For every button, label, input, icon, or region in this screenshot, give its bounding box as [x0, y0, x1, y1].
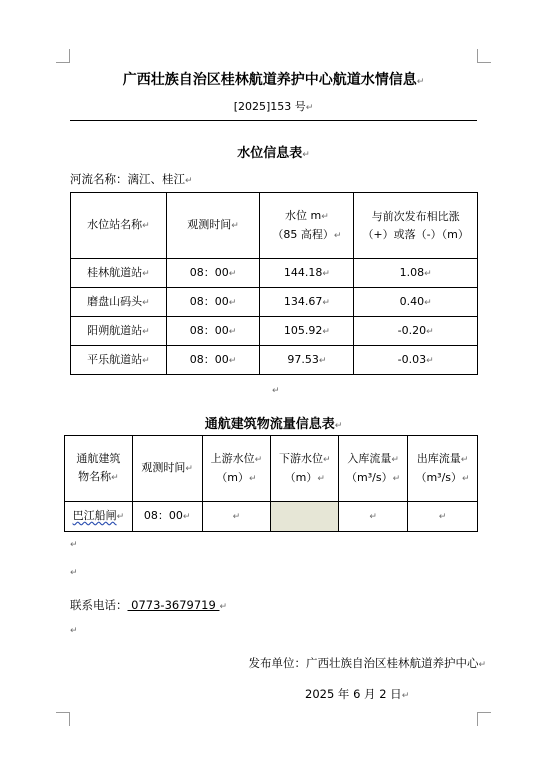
downstream-cell	[271, 502, 339, 532]
station-cell: 磨盘山码头↵	[71, 288, 167, 317]
change-cell: 1.08↵	[354, 259, 478, 288]
flow-table	[64, 435, 478, 532]
time-cell: 08：00↵	[166, 346, 260, 375]
change-cell: -0.03↵	[354, 346, 478, 375]
header-time: 观测时间↵	[166, 193, 260, 259]
header-inflow: 入库流量↵ （m³/s）↵	[339, 436, 408, 502]
station-cell: 桂林航道站↵	[71, 259, 167, 288]
header-station: 水位站名称↵	[71, 193, 167, 259]
table-row	[71, 317, 478, 346]
station-cell: 阳朔航道站↵	[71, 317, 167, 346]
time-cell: 08：00↵	[166, 259, 260, 288]
crop-mark-bottom-right	[477, 712, 491, 726]
change-cell: 0.40↵	[354, 288, 478, 317]
crop-mark-top-left	[56, 49, 70, 63]
paragraph-mark: ↵	[70, 626, 78, 636]
station-cell: 平乐航道站↵	[71, 346, 167, 375]
level-cell: 97.53↵	[260, 346, 354, 375]
publisher: 发布单位：广西壮族自治区桂林航道养护中心↵	[248, 656, 486, 670]
outflow-cell: ↵	[408, 502, 478, 532]
structure-name-cell: 巴江船闸↵	[65, 502, 133, 532]
level-cell: 134.67↵	[260, 288, 354, 317]
header-time: 观测时间↵	[132, 436, 202, 502]
header-outflow: 出库流量↵ （m³/s）↵	[408, 436, 478, 502]
paragraph-mark: ↵	[272, 386, 280, 396]
water-level-table	[70, 192, 478, 375]
table-row	[65, 502, 478, 532]
crop-mark-bottom-left	[56, 712, 70, 726]
contact-phone: 联系电话： 0773-3679719 ↵	[70, 598, 227, 612]
table-row	[71, 346, 478, 375]
paragraph-mark: ↵	[70, 540, 78, 550]
level-cell: 105.92↵	[260, 317, 354, 346]
header-level: 水位 m↵ （85 高程）↵	[260, 193, 354, 259]
header-downstream: 下游水位↵ （m）↵	[271, 436, 339, 502]
flow-heading: 通航建筑物流量信息表↵	[204, 417, 343, 432]
table-row	[71, 288, 478, 317]
crop-mark-top-right	[477, 49, 491, 63]
change-cell: -0.20↵	[354, 317, 478, 346]
table-header-row	[71, 193, 478, 259]
publish-date: 2025 年 6 月 2 日↵	[305, 687, 410, 701]
document-title: 广西壮族自治区桂林航道养护中心航道水情信息↵	[122, 72, 425, 88]
paragraph-mark: ↵	[70, 568, 78, 578]
river-name: 河流名称：漓江、桂江↵	[70, 172, 193, 186]
time-cell: 08：00↵	[166, 317, 260, 346]
table-header-row	[65, 436, 478, 502]
upstream-cell: ↵	[202, 502, 271, 532]
table-row	[71, 259, 478, 288]
inflow-cell: ↵	[339, 502, 408, 532]
level-cell: 144.18↵	[260, 259, 354, 288]
header-structure-name: 通航建筑 物名称↵	[65, 436, 133, 502]
time-cell: 08：00↵	[166, 288, 260, 317]
title-rule	[70, 120, 477, 121]
time-cell: 08：00↵	[132, 502, 202, 532]
header-upstream: 上游水位↵ （m）↵	[202, 436, 271, 502]
phone-number: 0773-3679719	[127, 598, 220, 612]
document-number: [2025]153 号↵	[233, 100, 314, 113]
water-level-heading: 水位信息表↵	[237, 146, 310, 161]
header-change: 与前次发布相比涨 （+）或落（-）（m）	[354, 193, 478, 259]
